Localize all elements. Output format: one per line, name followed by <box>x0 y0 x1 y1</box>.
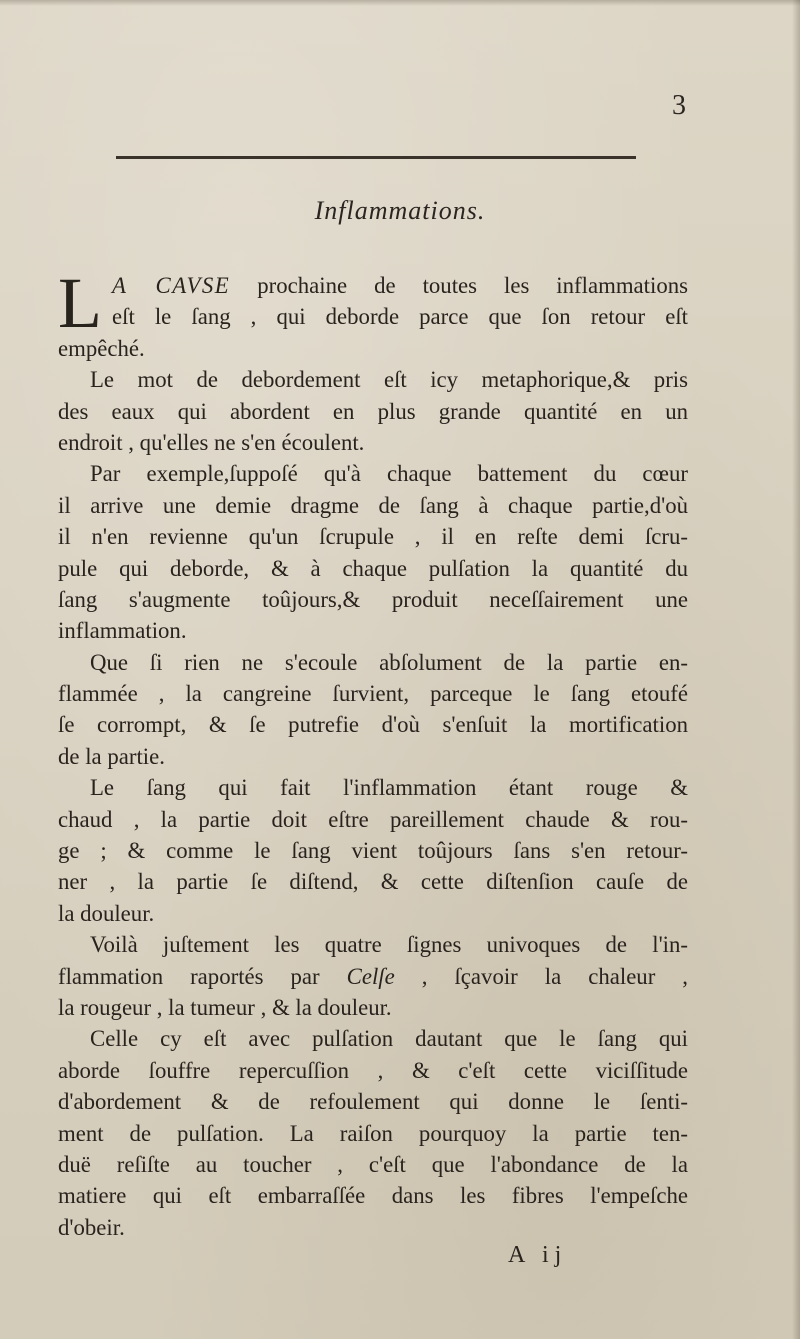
text-line: endroit , qu'elles ne s'en écoulent. <box>58 429 365 455</box>
text-line: la douleur. <box>58 900 155 926</box>
text-segment: , ſçavoir la chaleur , <box>394 963 689 989</box>
text-line: il arrive une demie dragme de ſang à chaque partie,d'où <box>58 492 688 518</box>
text-line: matiere qui eſt embarraſſée dans les fibres l'empeſche <box>58 1183 688 1209</box>
author-name: Celſe <box>346 963 395 989</box>
text-line-content: prochaine de toutes les inflammations <box>230 273 689 298</box>
text-line: Voilà juſtement les quatre ſignes univoques de l'in- <box>90 932 688 958</box>
drop-cap-letter: L <box>58 263 102 343</box>
page-number: 3 <box>672 90 686 121</box>
text-segment: flammation raportés par <box>58 963 347 989</box>
section-heading: Inflammations. <box>314 196 486 225</box>
text-line: chaud , la partie doit eſtre pareillement chaude & rou- <box>58 806 688 832</box>
text-line: ſe corrompt, & ſe putrefie d'où s'enſuit la mortification <box>58 712 688 738</box>
opening-words: A CAVSE <box>112 273 231 298</box>
text-line: il n'en revienne qu'un ſcrupule , il en reſte demi ſcru- <box>58 524 688 550</box>
text-line: ſang s'augmente toûjours,& produit neceſſairement une <box>58 586 688 612</box>
text-line <box>58 270 688 301</box>
text-line: aborde ſouffre repercuſſion , & c'eſt cette viciſſitude <box>58 1057 688 1083</box>
text-line: ment de pulſation. La raiſon pourquoy la partie ten- <box>58 1120 688 1146</box>
signature-mark: A ij <box>508 1242 568 1268</box>
body-text <box>58 263 689 1243</box>
text-line: ner , la partie ſe diſtend, & cette diſtenſion cauſe de <box>58 869 688 895</box>
text-line: de la partie. <box>58 743 165 769</box>
text-line: la rougeur , la tumeur , & la douleur. <box>58 994 392 1020</box>
text-line: Que ſi rien ne s'ecoule abſolument de la partie en- <box>90 649 688 675</box>
text-line: Le ſang qui fait l'inflammation étant rouge & <box>90 775 688 801</box>
page-top-shadow <box>0 0 800 6</box>
text-line: eſt le ſang , qui deborde parce que ſon retour eſt <box>112 304 688 330</box>
text-line: ge ; & comme le ſang vient toûjours ſans s'en retour- <box>58 838 688 864</box>
text-line: duë reſiſte au toucher , c'eſt que l'abondance de la <box>58 1151 688 1177</box>
text-line: inflammation. <box>58 618 187 644</box>
text-line: empêché. <box>58 335 145 361</box>
text-line: Par exemple,ſuppoſé qu'à chaque battement du cœur <box>90 461 688 487</box>
text-line <box>58 961 688 992</box>
header-rule <box>116 156 636 159</box>
text-line: Celle cy eſt avec pulſation dautant que le ſang qui <box>90 1026 688 1052</box>
text-line: pule qui deborde, & à chaque pulſation la quantité du <box>58 555 688 581</box>
text-line: d'abordement & de refoulement qui donne le ſenti- <box>58 1089 688 1115</box>
text-line: d'obeir. <box>58 1214 125 1240</box>
text-line: Le mot de debordement eſt icy metaphorique,& pris <box>90 367 688 393</box>
text-line: flammée , la cangreine ſurvient, parceque le ſang etoufé <box>58 681 688 707</box>
text-line: des eaux qui abordent en plus grande quantité en un <box>58 398 688 424</box>
